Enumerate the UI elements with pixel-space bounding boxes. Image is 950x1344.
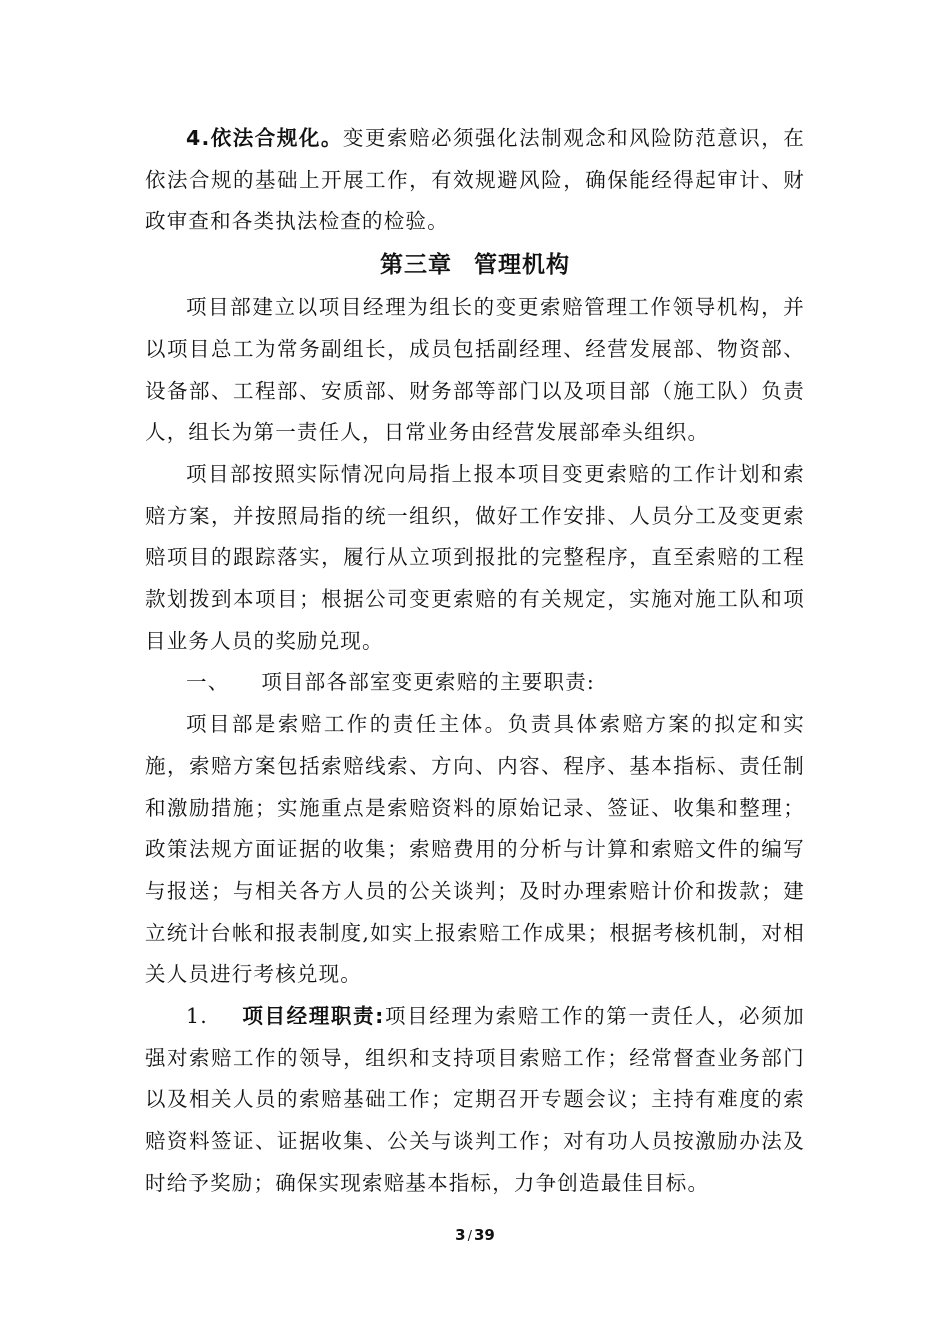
paragraph-responsibility: 项目部是索赔工作的责任主体。负责具体索赔方案的拟定和实施，索赔方案包括索赔线索、方向、内容、程序、基本指标、责任制和激励措施；实施重点是索赔资料的原始记录、签证、收集和整理；政策法规方面证据的收集；索赔费用的分析与计算和索赔文件的编写与报送；与相关各方人员的公关谈判；及时办理索赔计价和拨款；建立统计台帐和报表制度,如实上报索赔工作成果；根据考核机制，对相关人员进行考核兑现。 bbox=[145, 712, 805, 987]
paragraph-text: 变更索赔必须强化法制观念和风险防范意识，在依法合规的基础上开展工作，有效规避风险，确保能经得起审计、财政审查和各类执法检查的检验。 bbox=[145, 126, 806, 234]
chapter-title: 管理机构 bbox=[474, 252, 570, 279]
paragraph-reporting: 项目部按照实际情况向局指上报本项目变更索赔的工作计划和索赔方案，并按照局指的统一组织，做好工作安排、人员分工及变更索赔项目的跟踪落实，履行从立项到报批的完整程序，直至索赔的工程款划拨到本项目；根据公司变更索赔的有关规定，实施对施工队和项目业务人员的奖励兑现。 bbox=[145, 461, 805, 653]
item-text: 项目经理为索赔工作的第一责任人，必须加强对索赔工作的领导，组织和支持项目索赔工作；经常督查业务部门以及相关人员的索赔基础工作；定期召开专题会议；主持有难度的索赔资料签证、证据收集、公关与谈判工作；对有功人员按激励办法及时给予奖励；确保实现索赔基本指标，力争创造最佳目标。 bbox=[145, 1004, 805, 1195]
chapter-heading bbox=[145, 245, 805, 285]
chapter-number: 第三章 bbox=[380, 252, 452, 279]
document-body bbox=[145, 118, 805, 1205]
total-pages: 39 bbox=[473, 1226, 495, 1244]
item-number: 1. bbox=[186, 1004, 208, 1029]
paragraph-compliance bbox=[145, 118, 805, 243]
item-label: 项目经理职责: bbox=[241, 1004, 385, 1029]
section-heading bbox=[145, 662, 805, 704]
section-title: 项目部各部室变更索赔的主要职责: bbox=[261, 670, 596, 695]
page-separator: / bbox=[467, 1229, 472, 1244]
list-item-manager bbox=[145, 996, 805, 1205]
current-page: 3 bbox=[455, 1226, 466, 1244]
page-number bbox=[0, 1226, 950, 1244]
paragraph-label: 4.依法合规化。 bbox=[186, 126, 343, 150]
section-number: 一、 bbox=[186, 670, 230, 695]
paragraph-organization: 项目部建立以项目经理为组长的变更索赔管理工作领导机构，并以项目总工为常务副组长，成员包括副经理、经营发展部、物资部、设备部、工程部、安质部、财务部等部门以及项目部（施工队）负责人，组长为第一责任人，日常业务由经营发展部牵头组织。 bbox=[145, 295, 805, 445]
